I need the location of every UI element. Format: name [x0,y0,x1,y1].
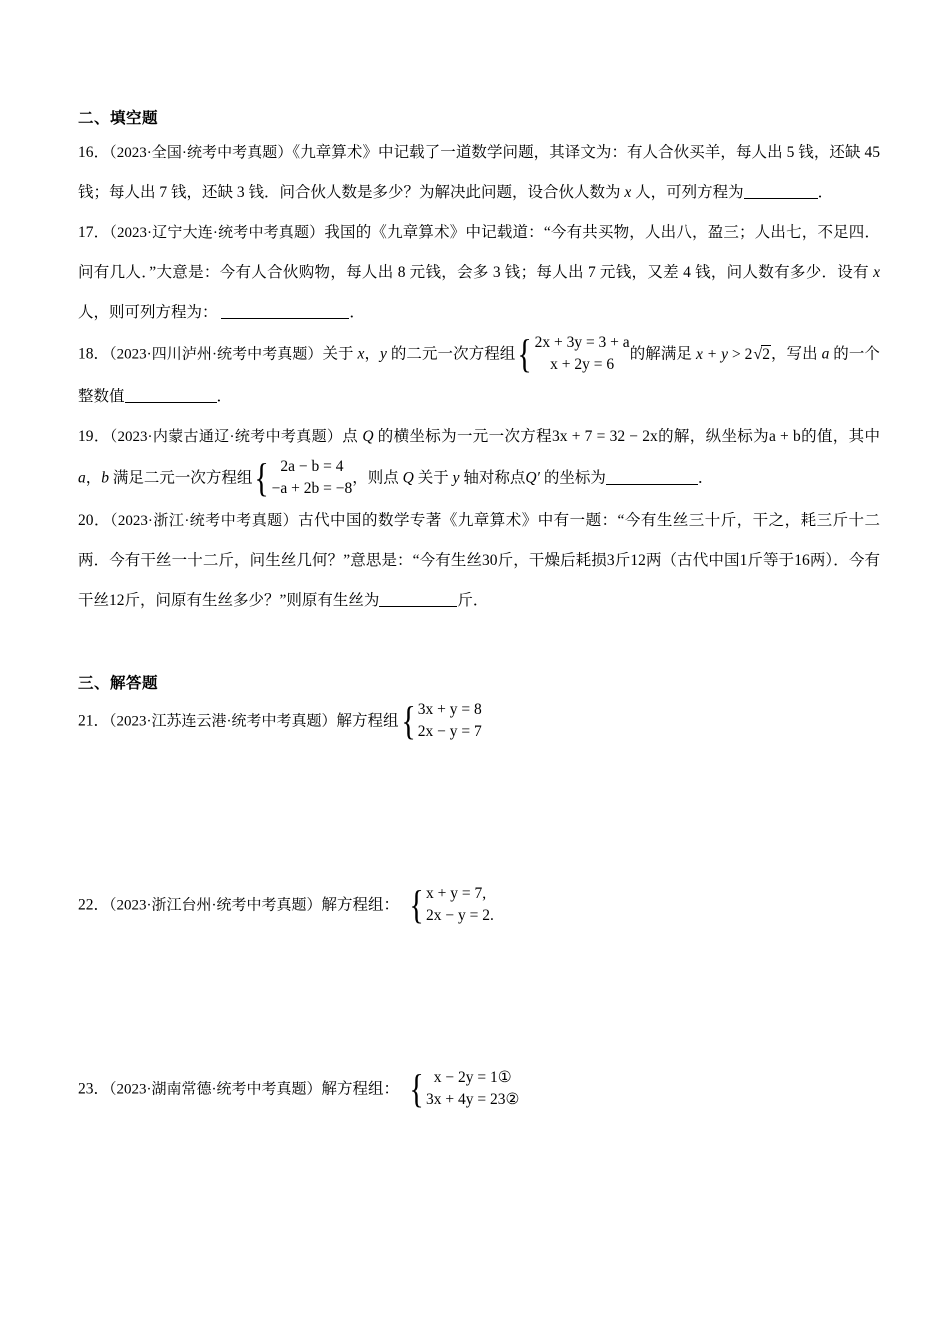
left-brace-icon: { [409,881,424,927]
question-16-source: （2023·全国·统考中考真题） [109,145,293,162]
question-19-point-q-prime: Q′ [525,469,540,487]
question-22 [78,881,880,928]
question-18 [78,330,880,417]
question-19-axis-y: y [452,469,460,487]
question-19-equation-system [252,456,352,500]
question-21-dot: ． [93,712,110,730]
question-18-radicand: 2 [762,345,770,363]
question-19-text-mid3: 的值，其中 [800,428,880,446]
question-17-number: 17 [78,224,94,242]
question-22-equation-2: 2x − y = 2. [425,907,494,925]
question-23-equation-1: x − 2y = 1① [433,1069,512,1087]
question-17-answer-blank[interactable] [221,318,349,319]
question-16-answer-blank[interactable] [744,198,818,199]
question-19-equation-1: 2a − b = 4 [280,458,344,476]
question-19-point-q-2: Q [402,469,414,487]
question-18-inequality-operator: > [731,345,741,363]
question-18-text-mid2: 的解满足 [629,345,696,363]
question-18-text-mid4: 的一个整数值 [78,345,880,406]
question-18-inequality-coefficient: 2 [744,345,753,363]
question-18-variable-a: a [821,345,830,363]
question-16 [78,133,880,213]
question-17-variable-x: x [873,264,880,282]
question-16-variable-x: x [624,184,632,202]
question-21 [78,697,880,744]
question-19-text-mid8: 的坐标为 [539,469,606,487]
question-18-text-mid3: ，写出 [770,345,822,363]
question-19-expression-ab: a + b [768,428,801,446]
question-21-answer-space [78,744,880,884]
question-18-text-before: 关于 [322,345,358,363]
question-18-text-after: ． [216,388,233,406]
question-17 [78,213,880,333]
left-brace-icon: { [409,1065,424,1111]
question-19 [78,417,880,501]
question-18-number: 18 [78,345,94,363]
question-18-answer-blank[interactable] [125,402,217,403]
question-19-text-mid: 的横坐标为一元一次方程 [373,428,552,446]
question-21-equation-1: 3x + y = 8 [417,701,482,719]
question-22-equation-system [407,883,494,927]
question-19-text-mid6: 关于 [413,469,453,487]
question-19-text-mid7: 轴对称点 [459,469,526,487]
question-16-dot: ． [93,144,110,162]
question-23-number: 23 [78,1080,94,1098]
question-21-number: 21 [78,712,94,730]
question-22-number: 22 [78,896,94,914]
question-19-source: （2023·内蒙古通辽·统考中考真题） [109,429,343,446]
question-18-equation-system [515,332,629,376]
question-16-text-before: 《九章算术》中记载了一道数学问题，其译文为：有人合伙买羊，每人出 5 钱，还缺 45 钱；每人出 7 钱，还缺 3 钱．问合伙人数是多少？为解决此问题，设合伙人数为 [78,144,880,202]
left-brace-icon: { [517,330,533,376]
question-19-variable-b: b [101,469,110,487]
question-23-equation-system [407,1067,520,1111]
question-19-text-mid2: 的解，纵坐标为 [657,428,769,446]
question-18-source: （2023·四川泸州·统考中考真题） [109,346,323,363]
question-17-text-after: ． [349,304,365,322]
question-16-text-mid: 人，可列方程为 [631,184,744,202]
question-22-equation-1: x + y = 7, [425,885,487,903]
question-23-source: （2023·湖南常德·统考中考真题） [109,1081,322,1098]
question-18-inequality-left: x + y [695,345,729,363]
section-heading-fill-in-blank: 二、填空题 [78,110,159,127]
question-16-number: 16 [78,144,94,162]
question-16-text-after: ． [817,184,834,202]
question-18-text-mid: 的二元一次方程组 [386,345,516,363]
document-page [78,0,880,1344]
question-19-linear-equation: 3x + 7 = 32 − 2x [551,428,658,446]
question-21-text-before: 解方程组 [336,712,399,730]
question-20-dot: ． [93,512,110,530]
left-brace-icon: { [400,697,416,743]
question-20 [78,501,880,621]
question-19-variable-a: a [78,469,86,487]
question-23 [78,1065,880,1112]
question-22-source: （2023·浙江台州·统考中考真题） [109,897,322,914]
question-19-separator: ， [85,469,102,487]
section-heading-problem-solving: 三、解答题 [78,675,159,693]
question-18-variable-y: y [380,345,387,363]
question-18-variable-x: x [357,345,365,363]
question-19-text-before: 点 [342,428,363,446]
question-21-equation-2: 2x − y = 7 [417,723,482,741]
question-19-point-q: Q [362,428,374,446]
question-22-text-before: 解方程组： [321,896,400,914]
question-18-inequality [696,346,771,363]
question-17-source: （2023·辽宁大连·统考中考真题） [109,225,325,242]
question-23-text-before: 解方程组： [321,1080,400,1098]
question-18-separator: ， [364,345,381,363]
question-19-number: 19 [78,428,94,446]
question-18-equation-1: 2x + 3y = 3 + a [534,334,630,352]
question-20-answer-blank[interactable] [379,606,457,607]
square-root-icon: √2 [753,345,770,363]
question-20-text-before: 古代中国的数学专著《九章算术》中有一题：“今有生丝三十斤，干之，耗三斤十二两．今有干丝一十二斤，问生丝几何？”意思是：“今有生丝30斤，干燥后耗损3斤12两（古代中国1斤等于16两）．今有干丝12斤，问原有生丝多少？”则原有生丝为 [78,512,880,610]
question-23-equation-2: 3x + 4y = 23② [425,1091,520,1109]
question-22-dot: ． [93,896,110,914]
question-18-equation-2: x + 2y = 6 [550,356,615,374]
question-19-text-after: ． [697,469,714,487]
question-19-text-mid5: ，则点 [352,469,403,487]
question-17-text-mid: 人，则可列方程为： [78,304,218,322]
question-21-source: （2023·江苏连云港·统考中考真题） [109,713,337,730]
question-20-source: （2023·浙江·统考中考真题） [109,513,299,530]
question-20-number: 20 [78,512,94,530]
question-18-dot: ． [93,345,110,363]
question-19-text-mid4: 满足二元一次方程组 [109,469,253,487]
question-19-equation-2: −a + 2b = −8 [271,480,353,498]
question-17-dot: ． [93,224,110,242]
question-20-text-after: 斤． [457,592,489,610]
question-17-text-before: 我国的《九章算术》中记载道：“今有共买物，人出八，盈三；人出七，不足四．问有几人．”大意是：今有人合伙购物，每人出 8 元钱，会多 3 钱；每人出 7 元钱，又差 4 钱，问人数有多少．设有 [78,224,880,282]
question-22-answer-space [78,928,880,1068]
question-23-dot: ． [93,1080,110,1098]
question-19-answer-blank[interactable] [606,484,698,485]
left-brace-icon: { [254,454,270,500]
question-19-dot: ． [93,428,110,446]
question-21-equation-system [399,699,482,743]
